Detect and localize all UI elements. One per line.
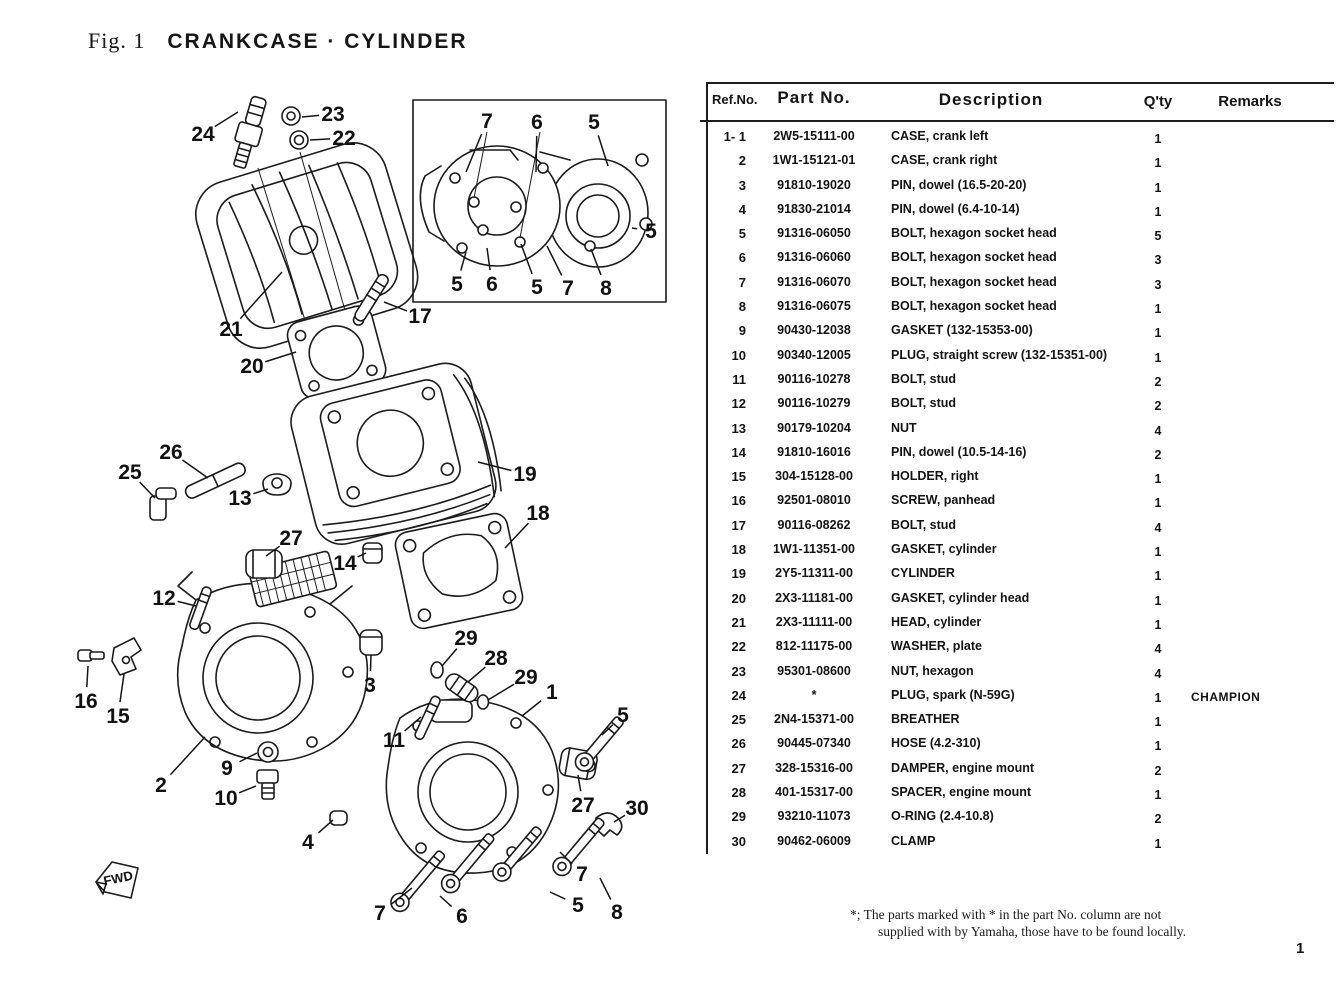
cell-part: 91316-06075: [777, 299, 851, 314]
cell-part: 91316-06050: [777, 226, 851, 241]
nut-13-part: [263, 474, 291, 495]
callout-number: 7: [374, 902, 386, 925]
cell-ref: 17: [731, 517, 746, 533]
table-row: [700, 247, 1336, 271]
cell-part: *: [811, 687, 817, 702]
parts-table: [700, 76, 1336, 866]
callout-number: 5: [572, 894, 584, 917]
footnote: [850, 906, 1186, 940]
cell-part: 2W5-15111-00: [773, 129, 855, 143]
callout-number: 27: [279, 527, 303, 550]
callout-number: 9: [221, 757, 233, 780]
table-row: [700, 296, 1336, 320]
callout-number: 15: [106, 705, 130, 728]
callout-leader-line: [600, 878, 611, 899]
cell-qty: 1: [1154, 715, 1162, 730]
callout-number: 30: [625, 797, 649, 820]
cell-part: 91810-19020: [777, 177, 851, 192]
cell-part: 2N4-15371-00: [774, 712, 854, 727]
cell-qty: 2: [1154, 812, 1162, 827]
table-row: [700, 588, 1336, 612]
cell-desc: BOLT, stud: [891, 371, 957, 386]
breather-part: [150, 488, 176, 520]
hexagon-nut-part: [282, 107, 300, 125]
cell-desc: SPACER, engine mount: [891, 785, 1032, 800]
cell-part: 95301-08600: [777, 663, 851, 678]
callout-number: 22: [332, 127, 356, 150]
callout-number: 13: [228, 487, 252, 510]
column-header-part: Part No.: [777, 88, 851, 107]
cell-ref: 16: [731, 493, 746, 509]
table-row: [700, 320, 1336, 344]
plug-10-part: [257, 770, 278, 799]
cell-qty: 4: [1154, 520, 1162, 535]
table-row: [700, 709, 1336, 733]
cell-qty: 1: [1154, 472, 1162, 487]
cell-part: 91810-16016: [777, 444, 851, 459]
plate-washer-part: [290, 131, 308, 149]
callout-number: 5: [645, 220, 657, 243]
cell-ref: 21: [731, 614, 746, 630]
callout-number: 24: [191, 123, 215, 146]
cell-ref: 26: [731, 736, 746, 752]
callout-number: 12: [152, 587, 176, 610]
table-row: [700, 515, 1336, 539]
callout-number: 8: [600, 277, 612, 300]
cell-desc: GASKET, cylinder head: [891, 590, 1030, 605]
cell-ref: 1- 1: [723, 129, 746, 144]
table-row: [700, 199, 1336, 223]
callout-number: 6: [531, 111, 543, 134]
callout-leader-line: [140, 482, 155, 498]
cell-part: 90116-10278: [777, 371, 851, 386]
damper-27a-part: [246, 550, 282, 578]
cell-ref: 8: [738, 299, 746, 315]
cylinder-gasket-part: [393, 511, 525, 631]
callout-number: 19: [513, 463, 537, 486]
callout-number: 29: [514, 666, 538, 689]
callout-leader-line: [468, 667, 485, 682]
cell-desc: CYLINDER: [891, 566, 955, 581]
cell-qty: 1: [1154, 326, 1162, 341]
callout-number: 8: [611, 901, 623, 924]
cell-ref: 10: [731, 347, 746, 363]
callout-number: 20: [240, 355, 264, 378]
table-row: [700, 369, 1336, 393]
cell-ref: 4: [738, 201, 746, 217]
callout-leader-line: [178, 601, 196, 606]
callout-number: 5: [588, 111, 600, 134]
cell-qty: 1: [1154, 350, 1162, 365]
cell-qty: 1: [1154, 690, 1162, 705]
holder-15-part: [112, 638, 141, 675]
spark-plug-part: [228, 94, 271, 170]
cell-desc: CASE, crank left: [891, 129, 989, 143]
dowel-3-part: [360, 630, 382, 655]
callout-leader-line: [536, 136, 537, 172]
cell-ref: 24: [731, 687, 746, 703]
column-header-remarks: Remarks: [1218, 93, 1282, 110]
callout-leader-line: [488, 684, 514, 700]
cell-desc: O-RING (2.4-10.8): [891, 809, 994, 824]
cell-qty: 4: [1154, 666, 1162, 681]
cell-part: 90116-10279: [777, 396, 851, 411]
cell-qty: 1: [1154, 836, 1162, 851]
cell-ref: 23: [731, 663, 746, 679]
cell-part: 91830-21014: [777, 201, 851, 216]
cell-qty: 1: [1154, 204, 1162, 219]
callout-leader-line: [182, 460, 208, 478]
callout-number: 10: [214, 787, 238, 810]
cell-desc: GASKET, cylinder: [891, 542, 997, 557]
figure-number: Fig. 1: [88, 28, 146, 53]
table-header-rule: [700, 120, 1334, 122]
callout-leader-line: [370, 655, 371, 671]
dowel-4-part: [330, 811, 347, 825]
cell-qty: 2: [1154, 399, 1162, 414]
cell-ref: 2: [738, 153, 746, 169]
callout-number: 3: [364, 674, 376, 697]
cell-desc: BOLT, hexagon socket head: [891, 274, 1057, 289]
cell-ref: 20: [731, 590, 746, 606]
cell-qty: 1: [1154, 545, 1162, 560]
callout-number: 17: [408, 305, 432, 328]
table-row: [700, 490, 1336, 514]
table-row: [700, 806, 1336, 830]
cell-qty: 4: [1154, 642, 1162, 657]
callout-number: 7: [576, 863, 588, 886]
callout-leader-line: [547, 246, 562, 275]
cell-qty: 1: [1154, 739, 1162, 754]
table-row: [700, 272, 1336, 296]
callout-number: 7: [481, 110, 493, 133]
callout-leader-line: [215, 112, 238, 127]
cell-desc: BOLT, hexagon socket head: [891, 250, 1057, 265]
table-row: [700, 393, 1336, 417]
cell-desc: DAMPER, engine mount: [891, 760, 1035, 775]
cell-desc: PLUG, straight screw (132-15351-00): [891, 347, 1108, 362]
callout-number: 1: [546, 681, 558, 704]
table-row: [700, 563, 1336, 587]
screw-16-part: [78, 650, 104, 661]
cell-part: 92501-08010: [777, 493, 851, 508]
callout-number: 5: [451, 273, 463, 296]
cell-remarks: CHAMPION: [1191, 689, 1261, 704]
cell-desc: PLUG, spark (N-59G): [891, 687, 1015, 702]
cell-qty: 2: [1154, 763, 1162, 778]
table-row: [700, 442, 1336, 466]
callout-leader-line: [120, 674, 124, 702]
cell-ref: 9: [738, 323, 746, 339]
cell-part: 2Y5-11311-00: [775, 566, 853, 581]
page-number: 1: [1296, 940, 1305, 957]
cell-desc: HOSE (4.2-310): [891, 736, 981, 751]
cell-ref: 18: [731, 542, 746, 558]
column-header-desc: Description: [938, 90, 1044, 109]
callout-leader-line: [265, 352, 296, 362]
figure-title: CRANKCASE · CYLINDER: [167, 30, 468, 53]
cell-part: 328-15316-00: [775, 760, 853, 775]
cell-ref: 22: [731, 639, 746, 655]
cell-desc: NUT: [891, 420, 917, 435]
callout-leader-line: [522, 701, 541, 716]
cell-ref: 19: [731, 566, 746, 582]
table-row: [700, 345, 1336, 369]
cell-part: 90340-12005: [777, 347, 851, 362]
table-row: [700, 782, 1336, 806]
cell-part: 2X3-11111-00: [775, 614, 853, 629]
callout-number: 25: [118, 461, 142, 484]
table-rows: [700, 126, 1336, 855]
callout-number: 21: [219, 318, 243, 341]
table-row: [700, 150, 1336, 174]
table-row: [700, 466, 1336, 490]
cell-qty: 1: [1154, 496, 1162, 511]
cell-ref: 11: [732, 371, 746, 387]
table-row: [700, 175, 1336, 199]
cell-desc: PIN, dowel (10.5-14-16): [891, 444, 1027, 459]
callout-leader-line: [87, 666, 88, 687]
table-row: [700, 612, 1336, 636]
callout-number: 26: [159, 441, 183, 464]
cell-qty: 1: [1154, 569, 1162, 584]
cell-ref: 27: [731, 760, 746, 776]
cell-ref: 7: [738, 274, 746, 290]
callout-leader-line: [319, 820, 333, 833]
callout-number: 27: [571, 794, 595, 817]
callout-number: 23: [321, 103, 345, 126]
cell-ref: 25: [731, 712, 746, 728]
oring-29b-part: [478, 695, 489, 709]
callout-leader-line: [239, 786, 256, 793]
callout-leader-line: [632, 228, 637, 229]
table-row: [700, 636, 1336, 660]
footnote-line-2: supplied with by Yamaha, those have to be found locally.: [878, 924, 1187, 939]
callout-number: 5: [531, 276, 543, 299]
table-row: [700, 539, 1336, 563]
cell-part: 2X3-11181-00: [775, 590, 853, 605]
cell-part: 91316-06060: [777, 250, 851, 265]
cell-desc: CLAMP: [891, 833, 936, 848]
callout-leader-line: [440, 896, 452, 907]
cell-part: 90430-12038: [777, 323, 851, 338]
callout-number: 6: [456, 905, 468, 928]
cell-part: 812-11175-00: [775, 639, 853, 654]
oring-29a-part: [431, 662, 443, 678]
cell-part: 90445-07340: [777, 736, 851, 751]
cell-qty: 1: [1154, 593, 1162, 608]
column-header-ref: Ref.No.: [712, 92, 758, 107]
cell-desc: PIN, dowel (6.4-10-14): [891, 201, 1020, 216]
cell-qty: 5: [1154, 229, 1162, 244]
cell-desc: PIN, dowel (16.5-20-20): [891, 177, 1027, 192]
cell-ref: 15: [731, 469, 746, 485]
cell-qty: 2: [1154, 374, 1162, 389]
cell-qty: 3: [1154, 253, 1162, 268]
table-row: [700, 223, 1336, 247]
callout-number: 6: [486, 273, 498, 296]
column-header-qty: Q'ty: [1143, 93, 1173, 110]
cell-qty: 1: [1154, 132, 1162, 146]
cell-qty: 1: [1154, 156, 1162, 171]
cell-part: 304-15128-00: [775, 469, 853, 484]
cell-ref: 3: [738, 177, 746, 193]
cell-part: 90462-06009: [777, 833, 851, 848]
cell-part: 90116-08262: [777, 517, 851, 532]
callout-number: 11: [382, 729, 406, 752]
cell-qty: 1: [1154, 180, 1162, 195]
cell-desc: SCREW, panhead: [891, 493, 996, 508]
cell-ref: 5: [738, 226, 746, 242]
cell-desc: BREATHER: [891, 712, 960, 727]
callout-number: 7: [562, 277, 574, 300]
cell-part: 1W1-11351-00: [772, 542, 855, 557]
cell-ref: 30: [731, 833, 746, 849]
callout-leader-line: [302, 115, 319, 117]
cell-desc: CASE, crank right: [891, 153, 998, 168]
washer-9-part: [258, 742, 278, 762]
cell-qty: 4: [1154, 423, 1162, 438]
table-row: [700, 831, 1336, 855]
callout-number: 14: [333, 552, 357, 575]
callout-number: 28: [484, 647, 508, 670]
cell-qty: 1: [1154, 302, 1162, 317]
cell-desc: BOLT, hexagon socket head: [891, 299, 1057, 314]
cell-ref: 12: [731, 396, 746, 412]
cell-qty: 1: [1154, 617, 1162, 632]
callout-number: 2: [155, 774, 167, 797]
cell-desc: BOLT, stud: [891, 517, 957, 532]
callout-number: 5: [617, 704, 629, 727]
callout-leader-line: [442, 649, 457, 666]
table-row: [700, 418, 1336, 442]
cell-ref: 6: [738, 250, 746, 266]
cell-part: 91316-06070: [777, 274, 851, 289]
cell-desc: BOLT, stud: [891, 396, 957, 411]
callout-leader-line: [170, 737, 205, 775]
cell-desc: BOLT, hexagon socket head: [891, 226, 1057, 241]
table-row: [700, 126, 1336, 150]
callout-number: 16: [74, 690, 98, 713]
cell-desc: NUT, hexagon: [891, 663, 974, 678]
cell-qty: 1: [1154, 788, 1162, 803]
table-row: [700, 758, 1336, 782]
table-row: [700, 661, 1336, 685]
callout-leader-line: [550, 892, 565, 899]
callout-number: 29: [454, 627, 478, 650]
cell-desc: GASKET (132-15353-00): [891, 323, 1033, 338]
callout-number: 4: [302, 831, 314, 854]
footnote-line-1: *; The parts marked with * in the part No. column are not: [850, 907, 1162, 922]
callout-number: 18: [526, 502, 550, 525]
table-row: [700, 733, 1336, 757]
table-top-border: [706, 82, 1334, 84]
cell-qty: 2: [1154, 447, 1162, 462]
cell-part: 1W1-15121-01: [772, 153, 856, 168]
cell-ref: 29: [731, 809, 746, 825]
crankcase-left-part: [178, 551, 368, 761]
cell-ref: 13: [731, 420, 746, 436]
fwd-arrow-flag: [96, 862, 138, 898]
cell-ref: 14: [731, 444, 746, 460]
cell-desc: HEAD, cylinder: [891, 614, 982, 629]
callout-leader-line: [310, 139, 330, 140]
cell-desc: WASHER, plate: [891, 639, 982, 654]
cell-part: 93210-11073: [777, 809, 851, 824]
cell-ref: 28: [731, 785, 746, 801]
cell-part: 401-15317-00: [775, 785, 853, 800]
cell-qty: 3: [1154, 277, 1162, 292]
fwd-label: FWD: [102, 867, 135, 889]
table-row: [700, 685, 1336, 709]
cell-desc: HOLDER, right: [891, 469, 979, 484]
cell-part: 90179-10204: [777, 420, 851, 435]
